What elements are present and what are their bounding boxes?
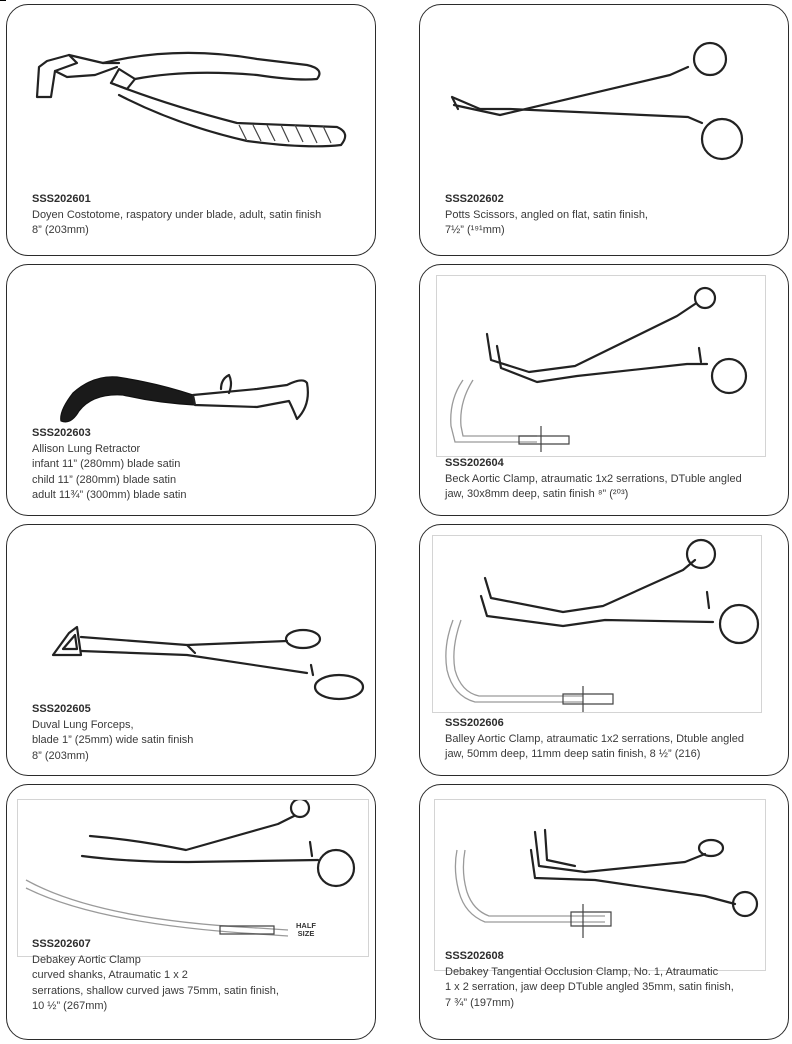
- product-description: 1 x 2 serration, jaw deep DTuble angled 35mm, satin finish,: [445, 981, 734, 993]
- product-description: 8” (203mm): [32, 224, 89, 236]
- product-description: Beck Aortic Clamp, atraumatic 1x2 serrations, DTuble angled: [445, 472, 742, 485]
- product-card: [419, 524, 789, 776]
- product-description: Potts Scissors, angled on flat, satin finish,: [445, 208, 648, 221]
- product-description: 7 ¾” (197mm): [445, 996, 515, 1009]
- product-card: [419, 264, 789, 516]
- product-code: SSS202606: [445, 717, 504, 729]
- clamp-icon: [437, 276, 765, 456]
- product-description: 7½” (¹⁹¹mm): [445, 224, 505, 236]
- product-description: blade 1” (25mm) wide satin finish: [32, 734, 194, 746]
- product-card: [6, 4, 376, 256]
- product-description: Debakey Tangential Occlusion Clamp, No. 1, Atraumatic: [445, 965, 719, 978]
- product-description: Debakey Aortic Clamp: [32, 953, 141, 966]
- scale-label-line: SIZE: [297, 929, 315, 938]
- forceps-icon: [7, 525, 376, 705]
- costotome-icon: [7, 5, 376, 185]
- scissors-icon: [420, 5, 789, 185]
- product-card: [6, 784, 376, 1040]
- product-code: SSS202605: [32, 703, 91, 715]
- product-caption: [445, 192, 648, 239]
- product-description: Duval Lung Forceps,: [32, 718, 134, 731]
- scale-label: [296, 922, 316, 938]
- product-photo: [17, 799, 369, 957]
- clamp-icon: [433, 536, 761, 712]
- top-rule: [0, 0, 6, 1]
- product-caption: [445, 456, 742, 503]
- product-description: infant 11” (280mm) blade satin: [32, 458, 181, 470]
- product-code: SSS202601: [32, 193, 91, 205]
- product-photo: [432, 535, 762, 713]
- product-caption: [32, 426, 187, 504]
- product-photo: [434, 799, 766, 971]
- product-description: jaw, 30x8mm deep, satin finish ⁸” (²⁰³): [445, 488, 629, 500]
- product-code: SSS202602: [445, 193, 504, 205]
- product-code: SSS202608: [445, 950, 504, 962]
- product-description: adult 11¾” (300mm) blade satin: [32, 489, 187, 501]
- product-description: 10 ½” (267mm): [32, 1000, 108, 1012]
- occlusion-clamp-icon: [435, 800, 765, 970]
- product-description: Allison Lung Retractor: [32, 442, 141, 455]
- product-card: [6, 524, 376, 776]
- product-card: [6, 264, 376, 516]
- product-caption: [445, 949, 734, 1011]
- product-card: [419, 784, 789, 1040]
- product-card: [419, 4, 789, 256]
- product-description: serrations, shallow curved jaws 75mm, satin finish,: [32, 984, 279, 997]
- product-caption: [32, 192, 321, 239]
- product-description: Doyen Costotome, raspatory under blade, adult, satin finish: [32, 208, 322, 221]
- product-code: SSS202604: [445, 457, 504, 469]
- product-code: SSS202607: [32, 938, 91, 950]
- product-description: Balley Aortic Clamp, atraumatic 1x2 serrations, Dtuble angled: [445, 732, 744, 745]
- product-photo: [436, 275, 766, 457]
- product-code: SSS202603: [32, 427, 91, 439]
- product-caption: [445, 716, 744, 763]
- product-description: 8” (203mm): [32, 749, 89, 762]
- retractor-icon: [7, 265, 376, 435]
- product-description: child 11” (280mm) blade satin: [32, 473, 177, 486]
- product-caption: [32, 702, 193, 764]
- product-description: curved shanks, Atraumatic 1 x 2: [32, 969, 188, 981]
- product-caption: [32, 937, 279, 1015]
- product-description: jaw, 50mm deep, 11mm deep satin finish, 8 ½” (216): [445, 748, 701, 760]
- scale-label-line: HALF: [296, 921, 316, 930]
